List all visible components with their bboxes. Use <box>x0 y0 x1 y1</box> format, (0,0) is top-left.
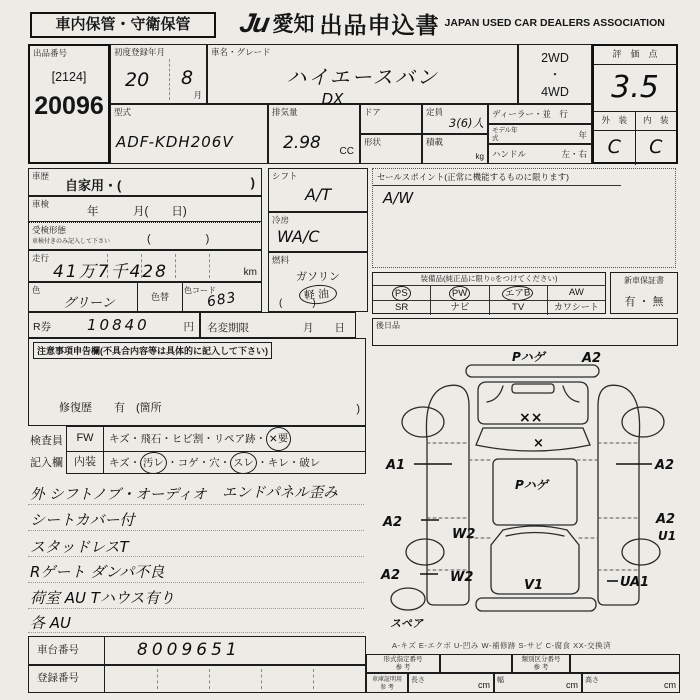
model-code-label: 型式 <box>114 107 132 117</box>
equip-airbag: エアB <box>502 285 534 302</box>
fuel-diesel-circled: 軽油 <box>298 284 337 306</box>
dealer-cell <box>488 104 592 124</box>
shape-label: 形状 <box>364 137 382 147</box>
name-change-label: 名変期限 <box>207 322 249 334</box>
left-rear-wheel <box>406 539 444 565</box>
type-no-cell <box>366 654 440 673</box>
handle-label: ハンドル <box>492 149 527 159</box>
shift-cell <box>268 168 368 212</box>
inspector-fw-circled: ✕要 <box>265 426 292 451</box>
history-label: 車歴 <box>32 171 50 181</box>
note-line6: 各 AU <box>30 614 72 632</box>
car-grade-value: DX <box>321 90 344 108</box>
ann-front-right-a2: A2 <box>655 458 675 473</box>
height-label: 高さ <box>585 677 599 684</box>
inspector-grid <box>66 426 366 474</box>
color-code-label: 色コード <box>184 286 216 295</box>
garage-cert-cell <box>366 673 408 693</box>
shape-cell <box>360 134 422 164</box>
color-change-label: 色替 <box>150 292 169 302</box>
mileage-cell <box>28 250 262 282</box>
int-items-3: ・キレ・破レ <box>257 457 321 469</box>
auction-number-box <box>28 44 110 164</box>
drive-4wd: 4WD <box>541 84 569 99</box>
a-pillar-right <box>563 386 579 402</box>
mileage-value: 41万7千428 <box>53 262 168 282</box>
note-line1-left: 外 シフトノブ・オーディオ <box>30 487 207 503</box>
reception-note: 車検付きのみ記入して下さい <box>32 239 111 245</box>
car-name-value: ハイエースバン <box>286 65 439 89</box>
note-rule-4 <box>28 582 364 583</box>
int-items-1: キズ・ <box>109 457 141 469</box>
load-cell <box>422 134 488 164</box>
class-no-ref: 参 考 <box>533 664 549 671</box>
class-no-value-cell <box>570 654 680 673</box>
car-name-cell <box>207 44 518 108</box>
r-ticket-value: 10840 <box>87 316 150 334</box>
first-reg-month-unit: 月 <box>193 90 202 100</box>
rear-bumper-shape <box>476 598 596 611</box>
sales-point-value: A/W <box>383 189 414 207</box>
front-bumper-shape <box>466 365 599 377</box>
header-logo-row <box>237 7 685 39</box>
note-rule-2 <box>28 530 364 531</box>
note-rule-6 <box>28 632 364 633</box>
fuel-gasoline: ガソリン <box>296 271 340 283</box>
handle-value: 左・右 <box>561 149 587 159</box>
ann-a1: A1 <box>386 458 406 473</box>
inspector-fw-items: キズ・飛石・ヒビ割・リペア跡・ <box>109 433 267 445</box>
ann-top-paint-peel: Pハゲ <box>512 350 545 364</box>
reception-cell <box>28 222 262 250</box>
drive-cell <box>518 44 592 104</box>
auction-number: 20096 <box>34 92 104 120</box>
dealer-label: ディーラー・並 行 <box>492 109 568 119</box>
drive-2wd: 2WD <box>541 51 569 65</box>
handle-cell <box>488 144 592 164</box>
fuel-label: 燃料 <box>272 255 290 265</box>
color-value: グリーン <box>63 296 115 311</box>
rating-score: 3.5 <box>611 70 659 105</box>
shift-value: A/T <box>305 185 332 204</box>
displacement-unit: CC <box>339 146 354 157</box>
model-code-cell <box>110 104 268 164</box>
first-reg-month: 8 <box>181 67 194 89</box>
model-year-unit: 年 <box>578 130 587 140</box>
reception-label: 受検形態 <box>32 225 67 235</box>
shaken-label: 車検 <box>32 199 50 209</box>
fuel-paren: ( ) <box>279 298 316 309</box>
reception-paren: ( ) <box>147 233 210 245</box>
diagram-legend: A-キズ E-エクボ U-凹み W-補修跡 S-サビ C-腐食 XX-交換済 <box>392 641 612 650</box>
class-no-label: 類別区分番号 <box>521 656 561 663</box>
registration-div1 <box>157 669 158 689</box>
cooling-label: 冷房 <box>272 215 290 225</box>
warranty-label: 新車保証書 <box>624 276 664 285</box>
r-ticket-label: R券 <box>33 321 52 333</box>
type-no-label: 形式指定番号 <box>383 656 423 663</box>
note-rule-5 <box>28 608 364 609</box>
int-circled-dirt: 汚レ <box>140 451 168 474</box>
door-cell <box>360 104 422 134</box>
length-unit: cm <box>478 680 490 690</box>
garage-cert-ref: 参 考 <box>380 685 394 691</box>
ann-right-u1: U1 <box>658 529 677 543</box>
displacement-label: 排気量 <box>272 107 298 117</box>
cooling-value: WA/C <box>277 227 320 246</box>
equip-aw: AW <box>568 287 584 298</box>
inspector-label-2: 記入欄 <box>30 457 63 469</box>
interior-grade: C <box>635 131 677 165</box>
ann-hood-x: × <box>533 436 544 451</box>
roof-shape <box>493 459 577 525</box>
interior-label: 内 装 <box>635 112 677 130</box>
note-line1-right: エンドパネル歪み <box>222 485 338 501</box>
int-circled-scuff: スレ <box>230 451 258 474</box>
history-close: ) <box>250 175 255 190</box>
rating-label: 評 価 点 <box>594 46 676 65</box>
door-label: ドア <box>364 107 381 117</box>
type-no-ref: 参 考 <box>395 664 411 671</box>
ann-mid-right-a2: A2 <box>656 512 676 527</box>
sheet-title: 出品申込書 <box>319 11 440 38</box>
garage-cert-label: 車庫証明用 <box>371 677 402 683</box>
rating-box <box>592 44 678 164</box>
capacity-label: 定員 <box>426 107 444 117</box>
registration-label: 登録番号 <box>29 666 105 692</box>
ann-top-a2: A2 <box>582 351 602 366</box>
name-change-value: 月 日 <box>303 322 345 334</box>
org-name: 愛知 <box>272 13 315 36</box>
registration-div2 <box>209 669 210 689</box>
shaken-cell <box>28 196 262 222</box>
ann-roof-paint-peel: Pハゲ <box>515 478 548 492</box>
mileage-div3 <box>175 254 176 278</box>
r-ticket-unit: 円 <box>183 321 194 333</box>
chassis-row <box>28 636 366 665</box>
note-rule-1 <box>28 504 364 505</box>
ann-mid-w2: W2 <box>452 527 476 542</box>
right-side-panel <box>598 385 640 605</box>
height-cell <box>582 673 680 693</box>
color-code-value: 683 <box>205 289 238 311</box>
model-code-value: ADF-KDH206V <box>116 133 234 151</box>
note-line2: シートカバー付 <box>30 511 135 529</box>
first-reg-divider <box>169 59 170 100</box>
r-ticket-cell <box>28 312 200 338</box>
ann-windshield-xx: ×× <box>519 410 543 426</box>
mileage-label: 走行 <box>32 253 50 263</box>
width-unit: cm <box>566 680 578 690</box>
class-no-cell <box>512 654 570 673</box>
note-line4: Rゲート ダンパ不良 <box>30 563 165 581</box>
note-line3: スタッドレスT <box>30 538 129 556</box>
equip-pw: PW <box>449 285 471 301</box>
displacement-value: 2.98 <box>283 133 321 153</box>
equip-leather-seat: カワシート <box>547 301 605 315</box>
sales-point-label: セールスポイント(正常に機能するものに限ります) <box>373 169 621 186</box>
equipment-label: 装備品(純正品に限り○をつけてください) <box>373 273 605 286</box>
inspector-fw: FW <box>67 427 104 451</box>
load-label: 積載 <box>426 137 444 147</box>
ann-low-w2: W2 <box>450 570 474 585</box>
capacity-cell <box>422 104 488 134</box>
equip-navi: ナビ <box>430 301 488 315</box>
later-items-box <box>372 318 678 346</box>
first-reg-label: 初度登録年月 <box>114 47 166 57</box>
storage-label: 車内保管・守衛保管 <box>55 16 191 33</box>
later-items-label: 後日品 <box>376 321 400 330</box>
model-year-cell <box>488 124 592 144</box>
spare-label: スペア <box>390 617 423 630</box>
storage-box <box>30 12 216 38</box>
registration-row <box>28 665 366 693</box>
car-name-label: 車名・グレード <box>211 47 271 57</box>
load-unit: kg <box>475 152 484 161</box>
warranty-value: 有 ・ 無 <box>624 296 664 308</box>
right-front-wheel <box>622 407 664 437</box>
rear-window-line <box>506 533 564 537</box>
ann-mid-left-a2: A2 <box>383 515 403 530</box>
equip-ps: PS <box>392 286 411 302</box>
color-label: 色 <box>32 285 41 295</box>
ann-low-left-a2: A2 <box>381 568 401 583</box>
name-change-cell <box>200 312 356 338</box>
auction-number-label: 出品番号 <box>33 48 68 58</box>
caution-box <box>28 338 366 426</box>
length-cell <box>408 673 494 693</box>
auction-bracket-no: [2124] <box>51 70 87 84</box>
length-label: 長さ <box>411 677 425 684</box>
mileage-div4 <box>209 254 210 278</box>
history-cell <box>28 168 262 196</box>
sheet-subtitle: JAPAN USED CAR DEALERS ASSOCIATION <box>444 17 665 29</box>
color-change-cell <box>137 283 183 311</box>
sales-point-box <box>372 168 676 268</box>
registration-div3 <box>261 669 262 689</box>
a-pillar-left <box>487 386 503 402</box>
width-label: 幅 <box>497 677 504 684</box>
repair-history-close: ) <box>356 403 360 415</box>
mileage-unit: km <box>243 267 257 278</box>
inspector-interior: 内装 <box>67 452 104 474</box>
color-cell <box>28 282 262 312</box>
fuel-cell <box>268 252 368 312</box>
shaken-value: 年 月( 日) <box>87 206 187 218</box>
drive-dot: ・ <box>548 67 562 82</box>
width-cell <box>494 673 582 693</box>
right-rear-wheel <box>622 539 660 565</box>
equipment-box <box>372 272 606 314</box>
exterior-grade: C <box>607 136 621 158</box>
exterior-label: 外 装 <box>601 115 627 125</box>
shift-label: シフト <box>272 171 298 181</box>
registration-div4 <box>313 669 314 689</box>
left-front-wheel <box>402 407 444 437</box>
spare-tire-shape <box>391 588 425 610</box>
displacement-cell <box>268 104 360 164</box>
equip-sr: SR <box>395 302 409 313</box>
first-reg-year: 20 <box>125 69 150 91</box>
front-vent-shape <box>512 384 554 393</box>
int-items-2: ・コゲ・穴・ <box>167 457 231 469</box>
note-line5: 荷室 AU Tハウス有り <box>30 589 175 607</box>
model-year-label: モデル年式 <box>492 127 518 143</box>
caution-label: 注意事項申告欄(不具合内容等は具体的に記入して下さい) <box>33 342 272 359</box>
repair-history: 修復歴 有 (箇所 <box>59 402 162 414</box>
chassis-value: 8009651 <box>137 640 241 660</box>
ann-ua1: UA1 <box>620 575 650 590</box>
inspector-label-1: 検査員 <box>30 435 63 447</box>
equip-tv: TV <box>489 301 547 315</box>
height-unit: cm <box>664 680 676 690</box>
cooling-cell <box>268 212 368 252</box>
capacity-value: 3(6)人 <box>448 116 484 130</box>
chassis-label: 車台番号 <box>29 637 105 664</box>
ann-v1: V1 <box>524 578 544 593</box>
history-value: 自家用・( <box>65 178 122 193</box>
warranty-cell <box>610 272 678 314</box>
ju-logo: Ju <box>237 7 271 38</box>
car-condition-diagram <box>366 348 680 638</box>
type-no-value-cell <box>440 654 512 673</box>
